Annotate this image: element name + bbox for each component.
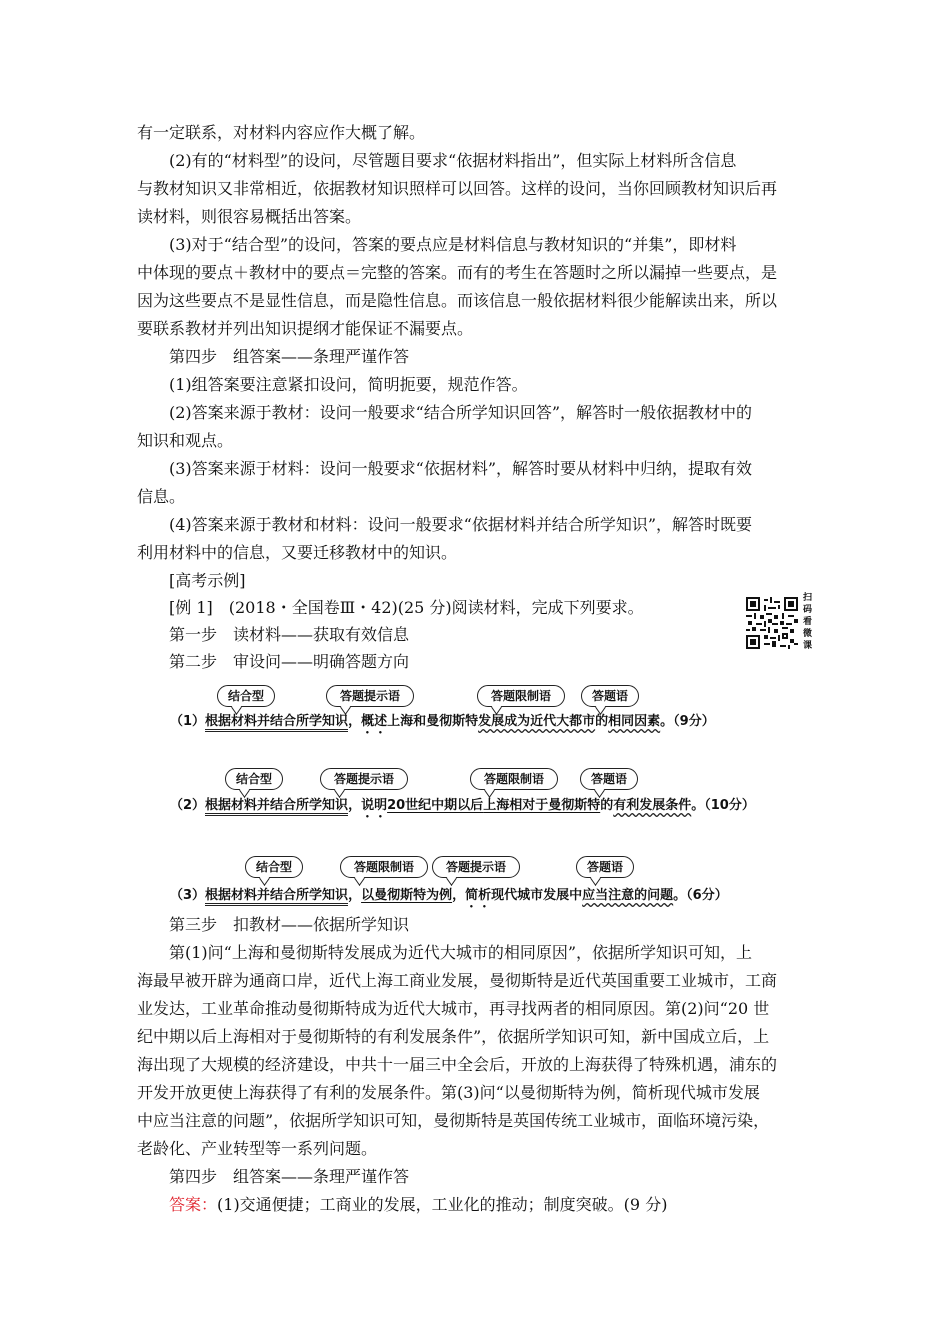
line-p3c: 因为这些要点不是显性信息，而是隐性信息。而该信息一般依据材料很少能解读出来，所以 [137,291,778,310]
line-s4-2b: 知识和观点。 [137,431,234,450]
q2-limit: 20世纪中期以后 [387,798,484,813]
q2-comma: ， [348,798,362,813]
q1-de: 的 [595,714,609,729]
q1-answer: 相同因素 [608,714,661,729]
step4-heading-2: 第四步 组答案——条理严谨作答 [169,1167,410,1186]
line-p2c: 读材料，则很容易概括出答案。 [137,207,362,226]
line-b1: 第(1)问“上海和曼彻斯特发展成为近代大城市的相同原因”，依据所学知识可知，上 [169,943,753,962]
qr-code[interactable] [746,597,798,649]
step3-heading: 第三步 扣教材——依据所学知识 [169,915,410,934]
q3-subject: 现代城市发展中 [491,888,583,903]
q3-answer: 应当注意的问题 [582,888,674,903]
bubble-datiyu-3: 答题语 [576,856,634,878]
q3-prefix: （3） [170,888,206,903]
bubble-jiehexing-1: 结合型 [217,685,275,707]
q2-combined: 根据材料并结合所学知识 [205,798,348,816]
q3-combined: 根据材料并结合所学知识 [205,888,348,906]
line-b8: 老龄化、产业转型等一系列问题。 [137,1139,378,1158]
bubble-xianzhiyu-2: 答题限制语 [470,768,558,790]
line-s4-4b: 利用材料中的信息，又要迁移教材中的知识。 [137,543,458,562]
line-s4-2a: (2)答案来源于教材：设问一般要求“结合所学知识回答”，解答时一般依据教材中的 [169,403,753,422]
line-b7: 中应当注意的问题”，依据所学知识可知，曼彻斯特是英国传统工业城市，面临环境污染， [137,1111,770,1130]
question-3 [170,884,728,911]
q3-comma: ， [348,888,362,903]
q2-score: 。（10分） [691,798,755,813]
step1-heading: 第一步 读材料——获取有效信息 [169,625,410,644]
gaokao-example-heading: [高考示例] [169,571,246,590]
line-p3b: 中体现的要点＋教材中的要点＝完整的答案。而有的考生在答题时之所以漏掉一些要点，是 [137,263,778,282]
line-p2a: (2)有的“材料型”的设问，尽管题目要求“依据材料指出”，但实际上材料所含信息 [169,151,737,170]
bubble-jiehexing-2: 结合型 [225,768,283,790]
line-p3a: (3)对于“结合型”的设问，答案的要点应是材料信息与教材知识的“并集”，即材料 [169,235,737,254]
question-1 [170,710,715,737]
q3-score: 。（6分） [673,888,728,903]
line-s4-3a: (3)答案来源于材料：设问一般要求“依据材料”，解答时要从材料中归纳，提取有效 [169,459,753,478]
q1-score: 。（9分） [660,714,715,729]
qr-caption: 扫码看微课 [803,593,813,651]
line-p2b: 与教材知识又非常相近，依据教材知识照样可以回答。这样的设问，当你回顾教材知识后再 [137,179,778,198]
q2-subject: 上海相对于曼彻斯特 [483,798,601,813]
bubble-xianzhiyu-1: 答题限制语 [477,685,565,707]
line-s4-1: (1)组答案要注意紧扣设问，简明扼要，规范作答。 [169,375,528,394]
line-p1: 有一定联系，对材料内容应作大概了解。 [137,123,426,142]
line-b4: 纪中期以后上海相对于曼彻斯特的有利发展条件”，依据所学知识可知，新中国成立后，上 [137,1027,770,1046]
q3-prompt: 简析 [465,888,492,903]
answer-text: (1)交通便捷；工商业的发展，工业化的推动；制度突破。(9 分) [217,1195,668,1214]
q1-comma: ， [348,714,362,729]
q2-answer: 有利发展条件 [613,798,692,813]
bubble-tishiyu-1: 答题提示语 [326,685,414,707]
step2-heading: 第二步 审设问——明确答题方向 [169,652,410,671]
answer-label: 答案： [169,1195,218,1214]
line-b2: 海最早被开辟为通商口岸，近代上海工商业发展，曼彻斯特是近代英国重要工业城市，工商 [137,971,778,990]
line-b5: 海出现了大规模的经济建设，中共十一届三中全会后，开放的上海获得了特殊机遇，浦东的 [137,1055,778,1074]
bubble-jiehexing-3: 结合型 [245,856,303,878]
example-1-title: [例 1] (2018・全国卷Ⅲ・42)(25 分)阅读材料，完成下列要求。 [169,598,644,617]
q3-comma2: ， [452,888,466,903]
step4-heading: 第四步 组答案——条理严谨作答 [169,347,410,366]
answer-line [169,1191,667,1218]
bubble-datiyu-1: 答题语 [581,685,639,707]
q1-prompt: 概述 [361,714,388,729]
q1-combined: 根据材料并结合所学知识 [205,714,348,732]
line-s4-4a: (4)答案来源于教材和材料：设问一般要求“依据材料并结合所学知识”，解答时既要 [169,515,753,534]
q1-prefix: （1） [170,714,206,729]
line-b6: 开发开放更使上海获得了有利的发展条件。第(3)问“以曼彻斯特为例，简析现代城市发展 [137,1083,760,1102]
line-s4-3b: 信息。 [137,487,186,506]
bubble-tishiyu-3: 答题提示语 [432,856,520,878]
q2-prompt: 说明 [361,798,388,813]
q2-prefix: （2） [170,798,206,813]
bubble-tishiyu-2: 答题提示语 [320,768,408,790]
q3-limit: 以曼彻斯特为例 [361,888,453,903]
line-b3: 业发达，工业革命推动曼彻斯特成为近代大城市，再寻找两者的相同原因。第(2)问“20 世 [137,999,770,1018]
bubble-datiyu-2: 答题语 [580,768,638,790]
question-2 [170,794,755,821]
q2-de: 的 [600,798,614,813]
q1-subject: 上海和曼彻斯特 [387,714,479,729]
bubble-xianzhiyu-3: 答题限制语 [340,856,428,878]
line-p3d: 要联系教材并列出知识提纲才能保证不漏要点。 [137,319,474,338]
q1-limit: 发展成为近代大都市 [478,714,596,729]
